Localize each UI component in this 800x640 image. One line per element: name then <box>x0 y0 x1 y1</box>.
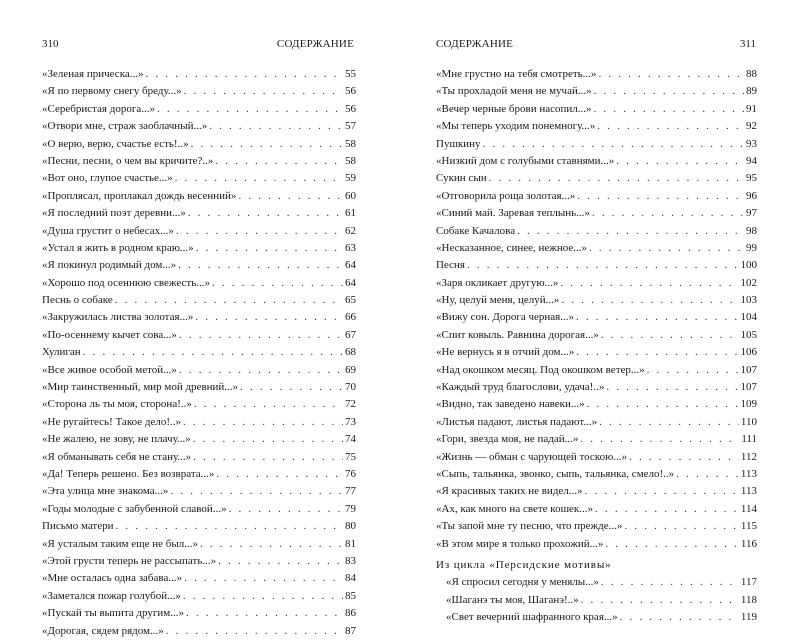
toc-entry-title: «Не ругайтесь! Такое дело!..» <box>42 415 181 428</box>
dot-leader <box>193 431 343 448</box>
toc-entry <box>42 588 356 605</box>
toc-entry-title: «Листья падают, листья падают...» <box>436 415 598 428</box>
toc-entry <box>436 344 757 361</box>
toc-entry-page: 57 <box>345 120 356 133</box>
section-title: Из цикла «Персидские мотивы» <box>436 558 612 571</box>
dot-leader <box>186 605 343 622</box>
dot-leader <box>212 275 343 292</box>
toc-entry-page: 79 <box>345 502 356 515</box>
dot-leader <box>585 483 739 500</box>
dot-leader <box>676 466 739 483</box>
section-toc-list <box>436 574 757 626</box>
toc-entry <box>42 553 356 570</box>
toc-entry <box>436 414 757 431</box>
dot-leader <box>581 592 739 609</box>
dot-leader <box>577 188 744 205</box>
dot-leader <box>594 83 744 100</box>
dot-leader <box>166 623 343 640</box>
toc-entry-page: 96 <box>746 189 757 202</box>
toc-entry <box>436 483 757 500</box>
dot-leader <box>178 257 343 274</box>
toc-entry <box>436 66 757 83</box>
toc-entry-page: 112 <box>740 450 757 463</box>
toc-entry <box>436 153 757 170</box>
toc-entry-page: 119 <box>740 611 757 624</box>
toc-entry-page: 110 <box>740 415 757 428</box>
toc-entry-page: 56 <box>345 85 356 98</box>
dot-leader <box>624 518 739 535</box>
dot-leader <box>184 83 343 100</box>
toc-entry-title: Пушкину <box>436 137 481 150</box>
dot-leader <box>238 188 343 205</box>
toc-entry-page: 70 <box>345 381 356 394</box>
toc-entry-title: «Видно, так заведено навеки...» <box>436 398 585 411</box>
toc-entry-title: «Я красивых таких не видел...» <box>436 485 583 498</box>
toc-entry-title: «Все живое особой метой...» <box>42 363 177 376</box>
toc-entry-page: 85 <box>345 589 356 602</box>
dot-leader <box>601 327 739 344</box>
toc-entry <box>436 449 757 466</box>
toc-entry-title: «Низкий дом с голубыми ставнями...» <box>436 154 615 167</box>
toc-entry-title: «Я усталым таким еще не был...» <box>42 537 198 550</box>
toc-entry-page: 106 <box>740 346 757 359</box>
dot-leader <box>196 240 343 257</box>
toc-entry-page: 84 <box>345 572 356 585</box>
toc-entry-title: «Хорошо под осеннюю свежесть...» <box>42 276 210 289</box>
toc-entry <box>42 396 356 413</box>
toc-entry-page: 56 <box>345 102 356 115</box>
toc-entry-page: 100 <box>740 259 757 272</box>
dot-leader <box>179 362 343 379</box>
dot-leader <box>209 118 343 135</box>
toc-entry-page: 61 <box>345 207 356 220</box>
toc-entry <box>436 327 757 344</box>
dot-leader <box>647 362 739 379</box>
toc-entry-title: «В этом мире я только прохожий...» <box>436 537 604 550</box>
toc-entry-title: «Душа грустит о небесах...» <box>42 224 174 237</box>
toc-entry-page: 94 <box>746 154 757 167</box>
toc-entry-page: 113 <box>740 485 757 498</box>
toc-entry-title: «Свет вечерний шафранного края...» <box>446 611 618 624</box>
toc-entry-title: «Вот оно, глупое счастье...» <box>42 172 173 185</box>
toc-entry-title: «Мы теперь уходим понемногу...» <box>436 120 596 133</box>
toc-entry-page: 58 <box>345 137 356 150</box>
toc-entry-page: 68 <box>345 346 356 359</box>
toc-entry-title: «Шаганэ ты моя, Шаганэ!..» <box>446 593 579 606</box>
toc-entry-title: «Гори, звезда моя, не падай...» <box>436 433 579 446</box>
dot-leader <box>200 536 343 553</box>
dot-leader <box>193 449 343 466</box>
toc-entry <box>436 83 757 100</box>
left-toc-list <box>42 66 356 640</box>
toc-entry-title: Сукин сын <box>436 172 487 185</box>
toc-entry-title: «Проплясал, проплакал дождь весенний» <box>42 189 237 202</box>
toc-entry <box>436 309 757 326</box>
dot-leader <box>595 501 739 518</box>
toc-entry-page: 65 <box>345 294 356 307</box>
dot-leader <box>184 570 343 587</box>
toc-entry-page: 66 <box>345 311 356 324</box>
dot-leader <box>176 223 343 240</box>
toc-entry-title: «Каждый труд благослови, удача!..» <box>436 381 605 394</box>
toc-entry <box>42 257 356 274</box>
toc-entry-page: 103 <box>740 294 757 307</box>
toc-entry-title: Песня <box>436 259 465 272</box>
toc-entry <box>42 118 356 135</box>
toc-entry-page: 104 <box>740 311 757 324</box>
dot-leader <box>561 292 738 309</box>
toc-entry-page: 115 <box>740 520 757 533</box>
toc-entry-page: 99 <box>746 241 757 254</box>
dot-leader <box>589 240 744 257</box>
dot-leader <box>183 414 343 431</box>
dot-leader <box>240 379 343 396</box>
dot-leader <box>157 101 343 118</box>
toc-entry <box>436 536 757 553</box>
dot-leader <box>215 153 343 170</box>
toc-entry-title: «Отвори мне, страж заоблачный...» <box>42 120 208 133</box>
toc-entry-page: 113 <box>740 467 757 480</box>
toc-entry-title: «Не вернусь я в отчий дом...» <box>436 346 575 359</box>
dot-leader <box>598 66 744 83</box>
toc-entry <box>436 396 757 413</box>
toc-entry-title: «Годы молодые с забубенной славой...» <box>42 502 227 515</box>
toc-entry-title: «Я по первому снегу бреду...» <box>42 85 182 98</box>
toc-entry-page: 63 <box>345 241 356 254</box>
dot-leader <box>616 153 744 170</box>
toc-entry-page: 95 <box>746 172 757 185</box>
toc-entry-title: Хулиган <box>42 346 81 359</box>
toc-entry <box>42 605 356 622</box>
dot-leader <box>576 309 739 326</box>
toc-entry <box>42 205 356 222</box>
dot-leader <box>115 292 343 309</box>
toc-entry-title: «Песни, песни, о чем вы кричите?..» <box>42 154 214 167</box>
toc-entry <box>436 223 757 240</box>
dot-leader <box>620 609 739 626</box>
left-page <box>0 0 400 637</box>
toc-entry-title: «Я последний поэт деревни...» <box>42 207 186 220</box>
toc-entry-page: 92 <box>746 120 757 133</box>
toc-entry <box>42 431 356 448</box>
dot-leader <box>592 205 744 222</box>
toc-entry <box>436 101 757 118</box>
toc-entry-page: 88 <box>746 68 757 80</box>
toc-entry-title: «Несказанное, синее, нежное...» <box>436 241 588 254</box>
toc-entry <box>42 153 356 170</box>
toc-entry-title: Песнь о собаке <box>42 294 113 307</box>
toc-entry-page: 89 <box>746 85 757 98</box>
toc-entry <box>436 379 757 396</box>
toc-entry-page: 75 <box>345 450 356 463</box>
toc-entry-page: 80 <box>345 520 356 533</box>
toc-entry-page: 109 <box>740 398 757 411</box>
dot-leader <box>175 170 343 187</box>
toc-entry-title: «Пускай ты выпита другим...» <box>42 607 184 620</box>
dot-leader <box>597 118 744 135</box>
toc-entry-title: «Серебристая дорога...» <box>42 102 155 115</box>
toc-entry-title: «Над окошком месяц. Под окошком ветер...» <box>436 363 645 376</box>
toc-entry <box>42 536 356 553</box>
toc-entry <box>42 344 356 361</box>
dot-leader <box>218 553 343 570</box>
toc-entry-page: 74 <box>345 433 356 446</box>
toc-entry-page: 107 <box>740 381 757 394</box>
toc-entry <box>42 188 356 205</box>
toc-entry-page: 81 <box>345 537 356 550</box>
toc-entry-page: 118 <box>740 593 757 606</box>
toc-entry <box>42 83 356 100</box>
toc-entry <box>436 170 757 187</box>
toc-entry-page: 60 <box>345 189 356 202</box>
toc-entry-title: «Ты прохладой меня не мучай...» <box>436 85 592 98</box>
toc-entry <box>436 431 757 448</box>
dot-leader <box>629 449 739 466</box>
toc-entry-title: «О верю, верю, счастье есть!..» <box>42 137 189 150</box>
toc-entry <box>42 292 356 309</box>
dot-leader <box>179 327 343 344</box>
toc-entry-title: «Этой грусти теперь не рассыпать...» <box>42 554 217 567</box>
toc-entry <box>436 292 757 309</box>
toc-entry-title: «Вечер черные брови насопил...» <box>436 102 592 115</box>
toc-entry-title: «Заметался пожар голубой...» <box>42 589 181 602</box>
toc-entry-page: 67 <box>345 328 356 341</box>
dot-leader <box>576 344 738 361</box>
toc-entry-title: «Я обманывать себя не стану...» <box>42 450 192 463</box>
toc-entry-title: «Сторона ль ты моя, сторона!..» <box>42 398 192 411</box>
dot-leader <box>594 101 744 118</box>
toc-entry-page: 98 <box>746 224 757 237</box>
dot-leader <box>580 431 739 448</box>
left-page-number: 310 <box>42 38 59 50</box>
toc-entry-title: Собаке Качалова <box>436 224 516 237</box>
toc-entry <box>436 205 757 222</box>
dot-leader <box>146 66 344 83</box>
toc-entry <box>42 362 356 379</box>
toc-entry <box>436 136 757 153</box>
toc-entry-page: 73 <box>345 415 356 428</box>
toc-entry <box>446 609 757 626</box>
toc-entry-page: 107 <box>740 363 757 376</box>
toc-entry-page: 64 <box>345 276 356 289</box>
right-toc-list <box>436 66 757 553</box>
right-page-number: 311 <box>739 38 756 50</box>
toc-entry <box>42 466 356 483</box>
dot-leader <box>601 574 739 591</box>
dot-leader <box>587 396 739 413</box>
toc-entry-page: 116 <box>740 537 757 550</box>
dot-leader <box>489 170 744 187</box>
dot-leader <box>183 588 343 605</box>
toc-entry <box>42 501 356 518</box>
toc-entry <box>436 118 757 135</box>
dot-leader <box>229 501 343 518</box>
toc-entry <box>436 240 757 257</box>
dot-leader <box>606 379 738 396</box>
toc-entry <box>42 414 356 431</box>
dot-leader <box>467 257 739 274</box>
toc-entry <box>436 275 757 292</box>
dot-leader <box>83 344 343 361</box>
toc-entry <box>42 327 356 344</box>
toc-entry-page: 62 <box>345 224 356 237</box>
toc-entry <box>42 240 356 257</box>
toc-entry <box>436 362 757 379</box>
toc-entry-title: «Ну, целуй меня, целуй...» <box>436 294 560 307</box>
toc-entry-page: 72 <box>345 398 356 411</box>
dot-leader <box>194 396 343 413</box>
toc-entry <box>42 101 356 118</box>
toc-entry <box>42 483 356 500</box>
toc-entry-title: «Дорогая, сядем рядом...» <box>42 624 164 637</box>
toc-entry-title: «Устал я жить в родном краю...» <box>42 241 194 254</box>
toc-entry-title: «Я покинул родимый дом...» <box>42 259 177 272</box>
toc-entry <box>446 574 757 591</box>
right-toc <box>436 66 757 627</box>
toc-entry-title: «Заря окликает другую...» <box>436 276 559 289</box>
toc-entry-title: «Жизнь — обман с чарующей тоскою...» <box>436 450 628 463</box>
dot-leader <box>517 223 744 240</box>
toc-entry-title: «Ты запой мне ту песню, что прежде...» <box>436 520 623 533</box>
toc-entry-page: 111 <box>741 433 757 446</box>
toc-entry-title: «Синий май. Заревая теплынь...» <box>436 207 590 220</box>
toc-entry <box>42 275 356 292</box>
toc-entry-title: Письмо матери <box>42 520 114 533</box>
toc-entry-title: «Мир таинственный, мир мой древний...» <box>42 381 239 394</box>
toc-entry-page: 91 <box>746 102 757 115</box>
toc-entry-page: 93 <box>746 137 757 150</box>
toc-entry-page: 64 <box>345 259 356 272</box>
toc-entry-page: 97 <box>746 207 757 220</box>
toc-entry <box>42 136 356 153</box>
toc-entry-page: 105 <box>740 328 757 341</box>
dot-leader <box>560 275 738 292</box>
toc-entry <box>436 257 757 274</box>
toc-entry <box>42 309 356 326</box>
dot-leader <box>216 466 343 483</box>
dot-leader <box>483 136 744 153</box>
right-running-header: СОДЕРЖАНИЕ <box>436 38 514 50</box>
toc-entry-title: «Сыпь, тальянка, звонко, сыпь, тальянка, смело!..» <box>436 467 675 480</box>
toc-entry-title: «Я спросил сегодня у менялы...» <box>446 576 599 589</box>
toc-entry <box>42 570 356 587</box>
toc-entry-page: 55 <box>345 68 356 80</box>
dot-leader <box>605 536 739 553</box>
dot-leader <box>188 205 343 222</box>
toc-entry-title: «Мне осталась одна забава...» <box>42 572 183 585</box>
toc-entry <box>436 501 757 518</box>
toc-entry-title: «Спит ковыль. Равнина дорогая...» <box>436 328 599 341</box>
dot-leader <box>170 483 343 500</box>
toc-entry-page: 58 <box>345 154 356 167</box>
right-page <box>400 0 800 634</box>
toc-entry <box>42 623 356 640</box>
toc-entry-page: 59 <box>345 172 356 185</box>
toc-entry-page: 76 <box>345 467 356 480</box>
toc-entry <box>42 223 356 240</box>
toc-entry-page: 86 <box>345 607 356 620</box>
dot-leader <box>599 414 739 431</box>
toc-entry <box>42 518 356 535</box>
toc-entry-page: 83 <box>345 554 356 567</box>
toc-entry-page: 102 <box>740 276 757 289</box>
left-running-header: СОДЕРЖАНИЕ <box>276 38 354 50</box>
toc-entry-page: 114 <box>740 502 757 515</box>
toc-entry <box>436 466 757 483</box>
toc-entry-title: «Закружилась листва золотая...» <box>42 311 194 324</box>
dot-leader <box>195 309 343 326</box>
toc-entry-title: «По-осеннему кычет сова...» <box>42 328 177 341</box>
toc-entry-title: «Эта улица мне знакома...» <box>42 485 169 498</box>
toc-entry <box>42 170 356 187</box>
toc-entry <box>42 66 356 83</box>
toc-entry-page: 87 <box>345 624 356 637</box>
toc-entry-title: «Да! Теперь решено. Без возврата...» <box>42 467 215 480</box>
toc-entry <box>42 379 356 396</box>
toc-entry <box>42 449 356 466</box>
toc-entry-page: 117 <box>740 576 757 589</box>
toc-entry <box>446 592 757 609</box>
toc-entry-title: «Мне грустно на тебя смотреть...» <box>436 68 597 80</box>
toc-entry-title: «Не жалею, не зову, не плачу...» <box>42 433 191 446</box>
toc-entry-title: «Вижу сон. Дорога черная...» <box>436 311 574 324</box>
toc-entry <box>436 188 757 205</box>
dot-leader <box>116 518 344 535</box>
toc-entry-page: 77 <box>345 485 356 498</box>
toc-entry-title: «Зеленая прическа...» <box>42 68 144 80</box>
toc-entry-title: «Ах, как много на свете кошек...» <box>436 502 594 515</box>
toc-entry-title: «Отговорила роща золотая...» <box>436 189 576 202</box>
toc-entry-page: 69 <box>345 363 356 376</box>
toc-entry <box>436 518 757 535</box>
dot-leader <box>191 136 343 153</box>
